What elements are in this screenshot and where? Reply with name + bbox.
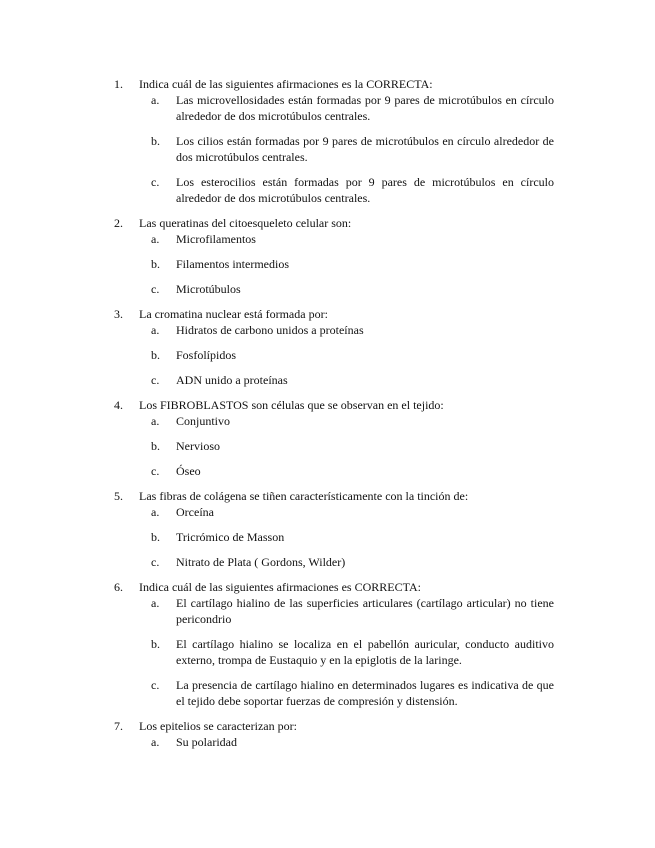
option-letter: b.: [151, 257, 160, 271]
option-letter: a.: [151, 414, 160, 428]
option: [0, 372, 655, 388]
question-number: 3.: [114, 307, 123, 321]
option-text: ADN unido a proteínas: [176, 373, 288, 387]
option-text: Orceína: [176, 505, 214, 519]
option-text: Su polaridad: [176, 735, 237, 749]
question-text: Indica cuál de las siguientes afirmaciones es CORRECTA:: [139, 580, 421, 594]
question-text: Indica cuál de las siguientes afirmaciones es la CORRECTA:: [139, 77, 433, 91]
option-text: Filamentos intermedios: [176, 257, 289, 271]
option-letter: b.: [151, 348, 160, 362]
option-text: Nervioso: [176, 439, 220, 453]
option-letter: c.: [151, 373, 160, 387]
option: [0, 322, 655, 338]
option-letter: c.: [151, 282, 160, 296]
question-2: [0, 215, 655, 297]
question-number: 4.: [114, 398, 123, 412]
options-list: [0, 504, 655, 570]
question-7: [0, 718, 655, 750]
option: [0, 133, 655, 165]
option-text: Los esterocilios están formadas por 9 pares de microtúbulos en círculo alrededor de dos microtúbulos centrales.: [176, 175, 554, 205]
option-text: La presencia de cartílago hialino en determinados lugares es indicativa de que el tejido debe soportar fuerzas de compresión y distensión.: [176, 678, 554, 708]
question-number: 6.: [114, 580, 123, 594]
question-1: [0, 76, 655, 206]
option: [0, 174, 655, 206]
option: [0, 347, 655, 363]
options-list: [0, 413, 655, 479]
option-text: Nitrato de Plata ( Gordons, Wilder): [176, 555, 346, 569]
option-letter: c.: [151, 464, 160, 478]
question-3: [0, 306, 655, 388]
option-text: Los cilios están formadas por 9 pares de microtúbulos en círculo alrededor de dos microtúbulos centrales.: [176, 134, 554, 164]
question-text: Los epitelios se caracterizan por:: [139, 719, 297, 733]
option: [0, 529, 655, 545]
question-4: [0, 397, 655, 479]
question-number: 5.: [114, 489, 123, 503]
option-text: Las microvellosidades están formadas por 9 pares de microtúbulos en círculo alrededor de dos microtúbulos centrales.: [176, 93, 554, 123]
question-5: [0, 488, 655, 570]
option: [0, 595, 655, 627]
option-letter: a.: [151, 323, 160, 337]
option-text: El cartílago hialino se localiza en el pabellón auricular, conducto auditivo externo, trompa de Eustaquio y en la epiglotis de la laringe.: [176, 637, 554, 667]
question-text: Los FIBROBLASTOS son células que se observan en el tejido:: [139, 398, 444, 412]
question-text: Las queratinas del citoesqueleto celular son:: [139, 216, 352, 230]
option: [0, 231, 655, 247]
option-text: Tricrómico de Masson: [176, 530, 285, 544]
option-letter: c.: [151, 678, 160, 692]
option: [0, 554, 655, 570]
option-letter: b.: [151, 439, 160, 453]
option-letter: a.: [151, 596, 160, 610]
option-letter: c.: [151, 555, 160, 569]
option-letter: b.: [151, 637, 160, 651]
document-page: [0, 76, 655, 759]
question-6: [0, 579, 655, 709]
option: [0, 438, 655, 454]
option: [0, 281, 655, 297]
option-text: El cartílago hialino de las superficies articulares (cartílago articular) no tiene pericondrio: [176, 596, 554, 626]
option-text: Fosfolípidos: [176, 348, 237, 362]
option-letter: a.: [151, 505, 160, 519]
option: [0, 413, 655, 429]
option: [0, 677, 655, 709]
option: [0, 734, 655, 750]
option-letter: b.: [151, 134, 160, 148]
question-text: La cromatina nuclear está formada por:: [139, 307, 328, 321]
option: [0, 463, 655, 479]
option-text: Conjuntivo: [176, 414, 231, 428]
option: [0, 504, 655, 520]
option-letter: b.: [151, 530, 160, 544]
options-list: [0, 231, 655, 297]
option-text: Hidratos de carbono unidos a proteínas: [176, 323, 364, 337]
option: [0, 636, 655, 668]
options-list: [0, 322, 655, 388]
option-text: Microfilamentos: [176, 232, 256, 246]
option-text: Microtúbulos: [176, 282, 241, 296]
option-text: Óseo: [176, 464, 201, 478]
option-letter: a.: [151, 93, 160, 107]
question-number: 1.: [114, 77, 123, 91]
option-letter: a.: [151, 232, 160, 246]
options-list: [0, 595, 655, 709]
options-list: [0, 92, 655, 206]
option-letter: a.: [151, 735, 160, 749]
question-text: Las fibras de colágena se tiñen característicamente con la tinción de:: [139, 489, 469, 503]
options-list: [0, 734, 655, 750]
question-number: 7.: [114, 719, 123, 733]
option-letter: c.: [151, 175, 160, 189]
option: [0, 256, 655, 272]
option: [0, 92, 655, 124]
question-number: 2.: [114, 216, 123, 230]
